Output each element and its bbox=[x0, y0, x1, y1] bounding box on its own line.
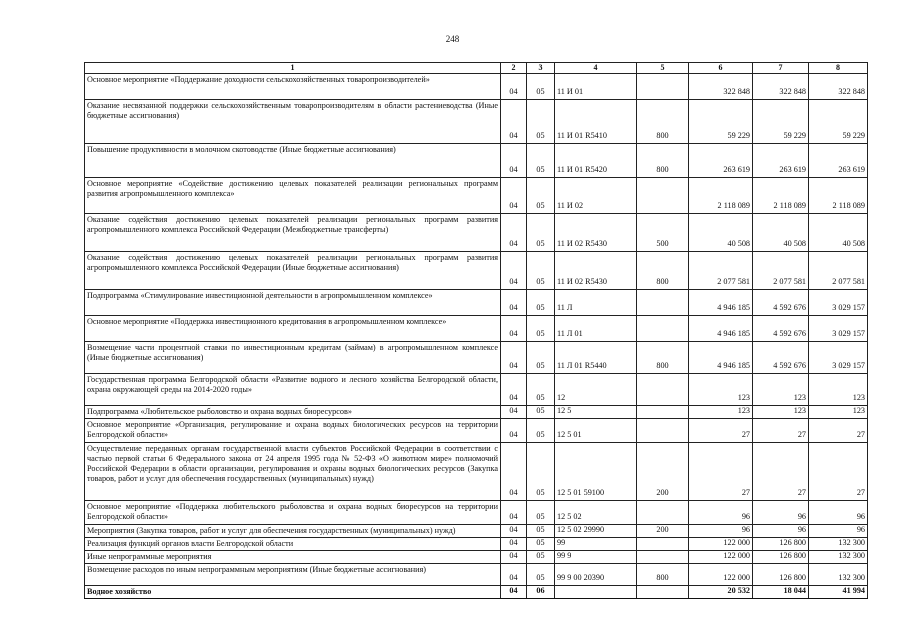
cell-amount-year3: 40 508 bbox=[809, 214, 868, 252]
cell-target-code: 12 5 01 bbox=[555, 419, 637, 443]
cell-section: 04 bbox=[501, 290, 527, 316]
table-row bbox=[85, 374, 868, 406]
table-row bbox=[85, 290, 868, 316]
cell-amount-year3: 27 bbox=[809, 419, 868, 443]
cell-subsection: 05 bbox=[527, 290, 555, 316]
cell-name: Водное хозяйство bbox=[85, 586, 501, 599]
cell-name: Основное мероприятие «Организация, регулирование и охрана водных биологических ресурсов на территории Белгородской области» bbox=[85, 419, 501, 443]
cell-amount-year3: 132 300 bbox=[809, 564, 868, 586]
cell-amount-year1: 40 508 bbox=[689, 214, 753, 252]
cell-subsection: 05 bbox=[527, 100, 555, 144]
table-row bbox=[85, 178, 868, 214]
table-row bbox=[85, 406, 868, 419]
cell-amount-year3: 3 029 157 bbox=[809, 342, 868, 374]
cell-amount-year3: 123 bbox=[809, 374, 868, 406]
cell-name: Возмещение части процентной ставки по инвестиционным кредитам (займам) в агропромышленном комплексе (Иные бюджетные ассигнования) bbox=[85, 342, 501, 374]
cell-target-code: 11 И 02 R5430 bbox=[555, 214, 637, 252]
cell-amount-year1: 96 bbox=[689, 525, 753, 538]
cell-section: 04 bbox=[501, 525, 527, 538]
cell-subsection: 05 bbox=[527, 564, 555, 586]
cell-amount-year2: 96 bbox=[753, 501, 809, 525]
cell-amount-year1: 4 946 185 bbox=[689, 290, 753, 316]
cell-target-code: 99 9 bbox=[555, 551, 637, 564]
cell-name: Повышение продуктивности в молочном скотоводстве (Иные бюджетные ассигнования) bbox=[85, 144, 501, 178]
cell-name: Мероприятия (Закупка товаров, работ и услуг для обеспечения государственных (муниципальных) нужд) bbox=[85, 525, 501, 538]
cell-amount-year1: 123 bbox=[689, 406, 753, 419]
col-header-subsection: 3 bbox=[527, 63, 555, 74]
table-row bbox=[85, 252, 868, 290]
cell-section: 04 bbox=[501, 374, 527, 406]
col-header-section: 2 bbox=[501, 63, 527, 74]
col-header-name: 1 bbox=[85, 63, 501, 74]
col-header-y3: 8 bbox=[809, 63, 868, 74]
cell-subsection: 05 bbox=[527, 342, 555, 374]
cell-subsection: 06 bbox=[527, 586, 555, 599]
budget-table bbox=[84, 62, 868, 599]
cell-amount-year1: 2 077 581 bbox=[689, 252, 753, 290]
cell-target-code: 11 И 01 R5410 bbox=[555, 100, 637, 144]
cell-expense-type bbox=[637, 419, 689, 443]
cell-target-code: 99 9 00 20390 bbox=[555, 564, 637, 586]
cell-expense-type bbox=[637, 316, 689, 342]
cell-amount-year2: 4 592 676 bbox=[753, 290, 809, 316]
cell-expense-type: 200 bbox=[637, 443, 689, 501]
cell-expense-type: 200 bbox=[637, 525, 689, 538]
cell-amount-year1: 4 946 185 bbox=[689, 342, 753, 374]
cell-section: 04 bbox=[501, 342, 527, 374]
cell-target-code: 12 5 01 59100 bbox=[555, 443, 637, 501]
cell-target-code: 11 И 02 R5430 bbox=[555, 252, 637, 290]
cell-amount-year3: 2 077 581 bbox=[809, 252, 868, 290]
table-row bbox=[85, 342, 868, 374]
cell-expense-type bbox=[637, 551, 689, 564]
col-header-target: 4 bbox=[555, 63, 637, 74]
cell-amount-year3: 96 bbox=[809, 501, 868, 525]
cell-name: Государственная программа Белгородской области «Развитие водного и лесного хозяйства Белгородской области, охрана окружающей среды на 2014-2020 годы» bbox=[85, 374, 501, 406]
cell-section: 04 bbox=[501, 443, 527, 501]
cell-amount-year1: 27 bbox=[689, 419, 753, 443]
cell-amount-year2: 2 118 089 bbox=[753, 178, 809, 214]
table-row bbox=[85, 525, 868, 538]
cell-target-code: 11 И 02 bbox=[555, 178, 637, 214]
cell-amount-year1: 4 946 185 bbox=[689, 316, 753, 342]
cell-target-code bbox=[555, 586, 637, 599]
cell-amount-year3: 96 bbox=[809, 525, 868, 538]
table-row bbox=[85, 443, 868, 501]
cell-subsection: 05 bbox=[527, 374, 555, 406]
cell-subsection: 05 bbox=[527, 551, 555, 564]
cell-amount-year3: 322 848 bbox=[809, 74, 868, 100]
cell-amount-year2: 126 800 bbox=[753, 551, 809, 564]
table-row bbox=[85, 538, 868, 551]
table-row bbox=[85, 144, 868, 178]
cell-target-code: 11 Л 01 R5440 bbox=[555, 342, 637, 374]
table-row bbox=[85, 564, 868, 586]
cell-section: 04 bbox=[501, 586, 527, 599]
cell-amount-year2: 123 bbox=[753, 406, 809, 419]
cell-name: Основное мероприятие «Содействие достижению целевых показателей реализации региональных программ развития агропромышленного комплекса» bbox=[85, 178, 501, 214]
cell-amount-year2: 27 bbox=[753, 443, 809, 501]
cell-name: Подпрограмма «Любительское рыболовство и охрана водных биоресурсов» bbox=[85, 406, 501, 419]
table-row bbox=[85, 551, 868, 564]
cell-section: 04 bbox=[501, 419, 527, 443]
col-header-type: 5 bbox=[637, 63, 689, 74]
cell-expense-type bbox=[637, 501, 689, 525]
cell-amount-year2: 96 bbox=[753, 525, 809, 538]
cell-amount-year1: 27 bbox=[689, 443, 753, 501]
cell-expense-type bbox=[637, 74, 689, 100]
cell-amount-year2: 18 044 bbox=[753, 586, 809, 599]
cell-target-code: 11 И 01 R5420 bbox=[555, 144, 637, 178]
cell-amount-year3: 41 994 bbox=[809, 586, 868, 599]
cell-name: Подпрограмма «Стимулирование инвестиционной деятельности в агропромышленном комплексе» bbox=[85, 290, 501, 316]
cell-amount-year2: 59 229 bbox=[753, 100, 809, 144]
cell-amount-year2: 27 bbox=[753, 419, 809, 443]
cell-amount-year3: 27 bbox=[809, 443, 868, 501]
cell-section: 04 bbox=[501, 214, 527, 252]
col-header-y2: 7 bbox=[753, 63, 809, 74]
cell-target-code: 12 5 02 29990 bbox=[555, 525, 637, 538]
cell-amount-year1: 263 619 bbox=[689, 144, 753, 178]
cell-section: 04 bbox=[501, 316, 527, 342]
cell-amount-year1: 122 000 bbox=[689, 538, 753, 551]
col-header-y1: 6 bbox=[689, 63, 753, 74]
cell-name: Возмещение расходов по иным непрограммным мероприятиям (Иные бюджетные ассигнования) bbox=[85, 564, 501, 586]
cell-expense-type bbox=[637, 290, 689, 316]
cell-amount-year2: 322 848 bbox=[753, 74, 809, 100]
cell-name: Осуществление переданных органам государственной власти субъектов Российской Федерации в соответствии с частью первой статьи 6 Федерального закона от 24 апреля 1995 года № 52-ФЗ «О животном мире» полномочий Российской Федерации в области организации, регулирования и охраны водных биологических ресурсов (Закупка товаров, работ и услуг для обеспечения государственных (муниципальных) нужд) bbox=[85, 443, 501, 501]
cell-subsection: 05 bbox=[527, 406, 555, 419]
cell-amount-year3: 123 bbox=[809, 406, 868, 419]
cell-subsection: 05 bbox=[527, 252, 555, 290]
cell-expense-type: 500 bbox=[637, 214, 689, 252]
cell-section: 04 bbox=[501, 178, 527, 214]
cell-amount-year3: 132 300 bbox=[809, 538, 868, 551]
cell-amount-year1: 123 bbox=[689, 374, 753, 406]
cell-subsection: 05 bbox=[527, 214, 555, 252]
cell-section: 04 bbox=[501, 74, 527, 100]
cell-expense-type: 800 bbox=[637, 100, 689, 144]
cell-amount-year2: 4 592 676 bbox=[753, 342, 809, 374]
cell-amount-year2: 263 619 bbox=[753, 144, 809, 178]
cell-amount-year1: 59 229 bbox=[689, 100, 753, 144]
cell-name: Иные непрограммные мероприятия bbox=[85, 551, 501, 564]
cell-name: Основное мероприятие «Поддержание доходности сельскохозяйственных товаропроизводителей» bbox=[85, 74, 501, 100]
cell-amount-year1: 20 532 bbox=[689, 586, 753, 599]
cell-subsection: 05 bbox=[527, 74, 555, 100]
cell-target-code: 11 Л 01 bbox=[555, 316, 637, 342]
table-row bbox=[85, 316, 868, 342]
cell-amount-year1: 322 848 bbox=[689, 74, 753, 100]
cell-amount-year1: 2 118 089 bbox=[689, 178, 753, 214]
cell-expense-type: 800 bbox=[637, 144, 689, 178]
cell-expense-type bbox=[637, 178, 689, 214]
cell-expense-type: 800 bbox=[637, 252, 689, 290]
cell-amount-year2: 4 592 676 bbox=[753, 316, 809, 342]
cell-amount-year3: 263 619 bbox=[809, 144, 868, 178]
cell-target-code: 12 5 02 bbox=[555, 501, 637, 525]
cell-amount-year2: 2 077 581 bbox=[753, 252, 809, 290]
cell-expense-type bbox=[637, 586, 689, 599]
cell-amount-year2: 123 bbox=[753, 374, 809, 406]
cell-subsection: 05 bbox=[527, 525, 555, 538]
cell-subsection: 05 bbox=[527, 419, 555, 443]
header-row bbox=[85, 63, 868, 74]
cell-name: Оказание содействия достижению целевых показателей реализации региональных программ развития агропромышленного комплекса Российской Федерации (Иные бюджетные ассигнования) bbox=[85, 252, 501, 290]
cell-section: 04 bbox=[501, 406, 527, 419]
cell-amount-year3: 59 229 bbox=[809, 100, 868, 144]
cell-name: Реализация функций органов власти Белгородской области bbox=[85, 538, 501, 551]
cell-target-code: 11 И 01 bbox=[555, 74, 637, 100]
cell-target-code: 12 bbox=[555, 374, 637, 406]
cell-expense-type bbox=[637, 406, 689, 419]
cell-subsection: 05 bbox=[527, 316, 555, 342]
cell-amount-year2: 126 800 bbox=[753, 564, 809, 586]
table-row bbox=[85, 74, 868, 100]
cell-amount-year2: 126 800 bbox=[753, 538, 809, 551]
cell-section: 04 bbox=[501, 551, 527, 564]
cell-subsection: 05 bbox=[527, 538, 555, 551]
cell-expense-type bbox=[637, 538, 689, 551]
cell-section: 04 bbox=[501, 501, 527, 525]
cell-section: 04 bbox=[501, 564, 527, 586]
cell-subsection: 05 bbox=[527, 501, 555, 525]
page-number: 248 bbox=[445, 34, 460, 44]
cell-target-code: 99 bbox=[555, 538, 637, 551]
table-row bbox=[85, 214, 868, 252]
cell-expense-type: 800 bbox=[637, 342, 689, 374]
total-row bbox=[85, 586, 868, 599]
cell-section: 04 bbox=[501, 144, 527, 178]
cell-amount-year2: 40 508 bbox=[753, 214, 809, 252]
cell-amount-year3: 3 029 157 bbox=[809, 316, 868, 342]
cell-section: 04 bbox=[501, 252, 527, 290]
cell-expense-type: 800 bbox=[637, 564, 689, 586]
cell-amount-year3: 132 300 bbox=[809, 551, 868, 564]
table-row bbox=[85, 419, 868, 443]
table-row bbox=[85, 501, 868, 525]
cell-expense-type bbox=[637, 374, 689, 406]
cell-amount-year3: 2 118 089 bbox=[809, 178, 868, 214]
cell-name: Оказание несвязанной поддержки сельскохозяйственным товаропроизводителям в области растениеводства (Иные бюджетные ассигнования) bbox=[85, 100, 501, 144]
cell-section: 04 bbox=[501, 538, 527, 551]
cell-amount-year1: 96 bbox=[689, 501, 753, 525]
cell-name: Основное мероприятие «Поддержка инвестиционного кредитования в агропромышленном комплексе» bbox=[85, 316, 501, 342]
cell-target-code: 11 Л bbox=[555, 290, 637, 316]
cell-subsection: 05 bbox=[527, 144, 555, 178]
cell-subsection: 05 bbox=[527, 443, 555, 501]
cell-name: Оказание содействия достижению целевых показателей реализации региональных программ развития агропромышленного комплекса Российской Федерации (Межбюджетные трансферты) bbox=[85, 214, 501, 252]
cell-section: 04 bbox=[501, 100, 527, 144]
table-row bbox=[85, 100, 868, 144]
cell-amount-year1: 122 000 bbox=[689, 564, 753, 586]
cell-subsection: 05 bbox=[527, 178, 555, 214]
cell-target-code: 12 5 bbox=[555, 406, 637, 419]
cell-name: Основное мероприятие «Поддержка любительского рыболовства и охрана водных биоресурсов на территории Белгородской области» bbox=[85, 501, 501, 525]
cell-amount-year1: 122 000 bbox=[689, 551, 753, 564]
cell-amount-year3: 3 029 157 bbox=[809, 290, 868, 316]
